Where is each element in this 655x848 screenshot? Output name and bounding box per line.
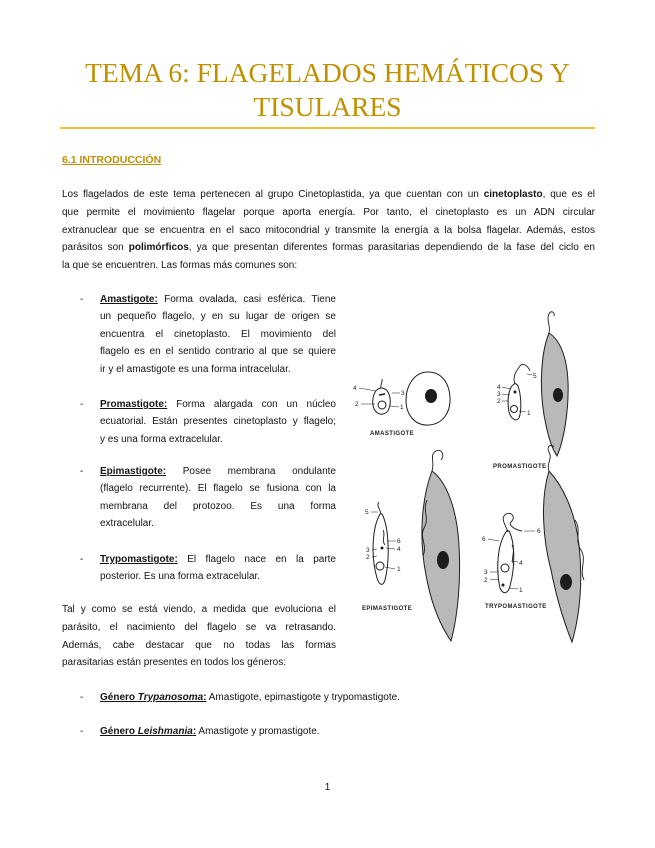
genus-term (100, 726, 196, 737)
promastigote-large-flagellum (548, 312, 554, 333)
list-bullet: - (80, 294, 84, 305)
keyword-polimorficos: polimórficos (128, 242, 189, 254)
trypomastigote-label: 4 (519, 560, 523, 567)
promastigote-diagram (493, 312, 568, 470)
intro-line (62, 257, 595, 275)
trypomastigote-caption: TRYPOMASTIGOTE (485, 604, 547, 610)
amastigote-caption: AMASTIGOTE (370, 431, 414, 437)
item-line: ir y el amastigote es una forma intracelular. (100, 363, 291, 375)
item-line: flagelo es en el sentido contrario al que se quiere (100, 346, 336, 358)
text-run: Los flagelados de este tema pertenecen al grupo Cinetoplastida, ya que cuentan con un (62, 189, 484, 200)
amastigote-label: 2 (355, 401, 359, 408)
promastigote-caption: PROMASTIGOTE (493, 464, 547, 470)
list-bullet: - (80, 399, 84, 410)
summary-paragraph (62, 601, 336, 672)
term-promastigote: Promastigote: (100, 399, 168, 410)
item-line: ecuatorial. Están presentes cinetoplasto y flagelo; (100, 416, 336, 428)
promastigote-label: 2 (497, 398, 501, 405)
genus-colon: : (203, 692, 207, 703)
amastigote-large-nucleus (425, 389, 437, 403)
term-amastigote: Amastigote: (100, 294, 158, 305)
trypomastigote-label: 2 (484, 577, 488, 584)
genus-forms: Amastigote y promastigote. (196, 726, 320, 737)
list-item-epimastigote (100, 463, 336, 533)
item-line (100, 551, 336, 568)
promastigote-large-nucleus (553, 388, 563, 402)
promastigote-small-nucleus (511, 406, 518, 413)
promastigote-label: 5 (533, 373, 537, 380)
item-line: (flagelo recurrente). El flagelo se fusiona con la (100, 483, 336, 495)
item-line: encuentra el cinetoplasto. El movimiento del (100, 328, 336, 340)
amastigote-small-flagellum (381, 379, 382, 388)
item-line: y es una forma extracelular. (100, 433, 223, 445)
page-title (0, 56, 655, 124)
epimastigote-small-nucleus (376, 562, 384, 570)
text-run: , que es el (542, 189, 595, 200)
trypomastigote-label: 6 (537, 528, 541, 535)
text-run: que permite el movimiento flagelar porque aporta energía. Por tanto, el cinetoplasto es un ADN circular (62, 206, 595, 218)
list-item-promastigote (100, 396, 336, 448)
amastigote-small-nucleus (378, 401, 386, 409)
page-number: 1 (324, 782, 331, 793)
text-run: Forma ovalada, casi esférica. Tiene (157, 294, 336, 305)
trypomastigote-small-kinetoplast (502, 584, 505, 587)
trypomastigote-label: 3 (484, 569, 488, 576)
item-line (100, 689, 580, 706)
genus-name: Trypanosoma (137, 692, 204, 703)
trypomastigote-small-body (498, 531, 514, 593)
trypomastigote-small-flagellum (503, 513, 522, 532)
genus-forms: Amastigote, epimastigote y trypomastigote. (206, 692, 400, 703)
genus-name: Leishmania (137, 726, 193, 737)
genus-term (100, 692, 207, 703)
amastigote-label: 4 (353, 385, 357, 392)
text-run: , ya que presentan diferentes formas parasitarias dependiendo de la fase del ciclo en (188, 242, 595, 254)
list-bullet: - (80, 466, 84, 477)
keyword-cinetoplasto: cinetoplasto (483, 189, 543, 200)
intro-line (62, 186, 595, 204)
amastigote-diagram (353, 372, 450, 437)
promastigote-small-kinetoplast (514, 391, 517, 394)
summary-line: parasitarias están presentes en todos los géneros: (62, 657, 287, 669)
genus-colon: : (192, 726, 197, 737)
list-item-amastigote (100, 291, 336, 378)
epimastigote-label: 3 (366, 547, 370, 554)
amastigote-small-kinetoplast (379, 394, 385, 395)
list-item-trypanosoma (100, 689, 580, 706)
intro-line (62, 204, 595, 222)
title-line-2: TISULARES (253, 91, 402, 122)
item-line (100, 291, 336, 308)
title-underline-rule (60, 127, 595, 129)
text-run: extranuclear que se encuentra en el saco mitocondrial y transmite la energía a la bolsa flagelar. Además, estos (62, 224, 595, 236)
epimastigote-label: 4 (397, 546, 401, 553)
trypomastigote-large-nucleus (560, 574, 572, 590)
epimastigote-caption: EPIMASTIGOTE (362, 606, 413, 612)
list-bullet: - (80, 554, 84, 565)
amastigote-label: 1 (400, 404, 404, 411)
item-line: membrana del protozoo. Es una forma (100, 500, 336, 512)
summary-line: Tal y como se está viendo, a medida que evoluciona el (62, 604, 336, 615)
trypomastigote-diagram (482, 445, 584, 642)
item-line: un pequeño flagelo, y en su lugar de origen se (100, 311, 336, 323)
term-epimastigote: Epimastigote: (100, 466, 167, 477)
epimastigote-diagram (362, 450, 460, 641)
item-line: extracelular. (100, 518, 154, 530)
trypomastigote-small-nucleus (501, 564, 509, 572)
trypomastigote-label: 6 (482, 536, 486, 543)
title-line-1: TEMA 6: FLAGELADOS HEMÁTICOS Y (85, 57, 570, 88)
genus-label: Género (100, 726, 138, 737)
intro-line (62, 222, 595, 240)
promastigote-label: 3 (497, 391, 501, 398)
list-item-trypomastigote (100, 551, 336, 586)
epimastigote-label: 5 (365, 509, 369, 516)
text-run: El flagelo nace en la parte (177, 554, 336, 565)
trypomastigote-large-body (543, 471, 580, 642)
item-line (100, 463, 336, 480)
intro-line (62, 239, 595, 257)
item-line: posterior. Es una forma extracelular. (100, 571, 261, 583)
epimastigote-label: 2 (366, 554, 370, 561)
genus-label: Género (100, 692, 138, 703)
amastigote-label: 3 (401, 390, 405, 397)
epimastigote-small-kinetoplast (381, 547, 384, 550)
epimastigote-large-flagellum (432, 450, 443, 471)
epimastigote-label: 6 (397, 538, 401, 545)
epimastigote-label: 1 (397, 566, 401, 573)
list-bullet: - (80, 692, 84, 703)
promastigote-label: 1 (527, 410, 531, 417)
list-item-leishmania (100, 723, 580, 740)
intro-paragraph (62, 186, 595, 275)
promastigote-label: 4 (497, 384, 501, 391)
trypomastigote-label: 1 (519, 587, 523, 594)
summary-line: Además, cabe destacar que no todas las formas (62, 639, 336, 651)
section-heading: 6.1 INTRODUCCIÓN (62, 154, 162, 166)
summary-line: parásito, el nacimiento del flagelo se va retrasando. (62, 621, 336, 633)
list-bullet: - (80, 726, 84, 737)
term-trypomastigote: Trypomastigote: (100, 554, 178, 565)
item-line (100, 396, 336, 413)
text-run: la que se encuentren. Las formas más comunes son: (62, 260, 298, 272)
text-run: Posee membrana ondulante (166, 466, 336, 477)
item-line (100, 723, 580, 740)
parasite-forms-figure (340, 300, 605, 645)
epimastigote-large-nucleus (437, 551, 449, 569)
text-run: Forma alargada con un núcleo (167, 399, 336, 410)
epimastigote-small-flagellum (378, 502, 381, 514)
text-run: parásitos son (62, 242, 129, 254)
